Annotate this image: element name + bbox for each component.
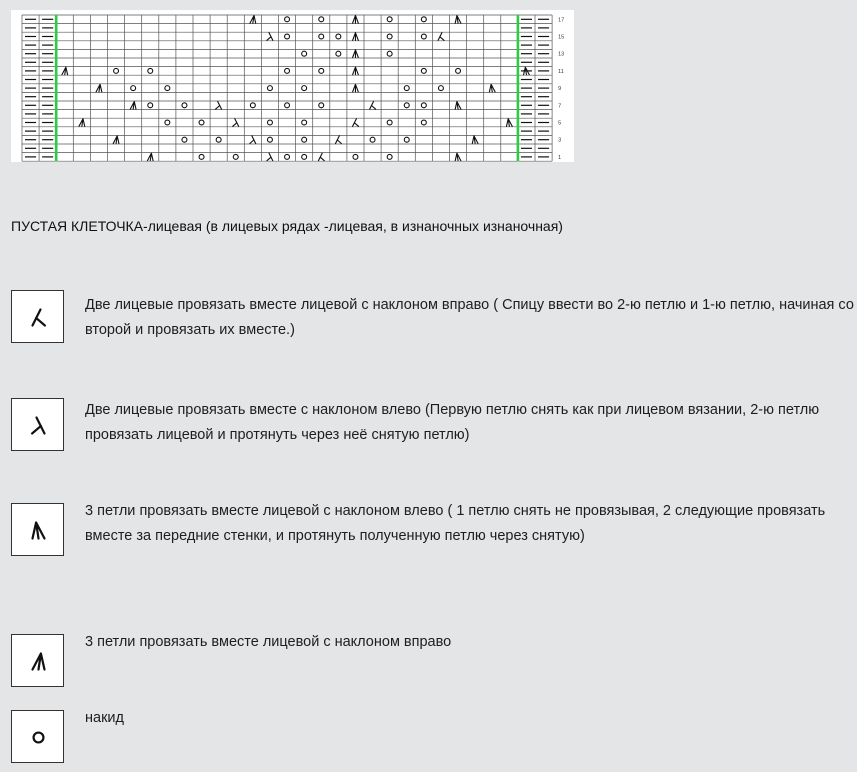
chart-symbol-yo bbox=[302, 120, 307, 125]
chart-symbol-yo bbox=[302, 137, 307, 142]
chart-symbol-k2l bbox=[267, 33, 273, 41]
chart-symbol-yo bbox=[302, 51, 307, 56]
k2tog-right-icon bbox=[11, 290, 64, 343]
row-number: 5 bbox=[558, 120, 562, 127]
knitting-chart bbox=[11, 10, 574, 162]
row-number: 15 bbox=[558, 34, 565, 41]
chart-grid bbox=[11, 10, 574, 162]
chart-symbol-yo bbox=[165, 86, 170, 91]
chart-symbol-yo bbox=[404, 103, 409, 108]
chart-symbol-yo bbox=[267, 120, 272, 125]
k2r-symbol bbox=[12, 291, 65, 344]
chart-symbol-yo bbox=[285, 34, 290, 39]
chart-symbol-k3r bbox=[79, 119, 85, 127]
chart-symbol-yo bbox=[421, 103, 426, 108]
chart-symbol-k2r bbox=[318, 153, 324, 161]
chart-symbol-yo bbox=[456, 68, 461, 73]
chart-symbol-yo bbox=[387, 34, 392, 39]
chart-symbol-k2l bbox=[233, 119, 239, 127]
chart-symbol-k3r bbox=[96, 84, 102, 92]
chart-symbol-yo bbox=[285, 103, 290, 108]
chart-symbol-yo bbox=[404, 137, 409, 142]
chart-symbol-yo bbox=[267, 137, 272, 142]
legend-text-k3tog-left: 3 петли провязать вместе лицевой с наклоном влево ( 1 петлю снять не провязывая, 2 следующие провязать вместе за передние стенки, и протянуть полученную петлю через снятую) bbox=[85, 503, 826, 544]
chart-symbol-yo bbox=[370, 137, 375, 142]
chart-symbol-k2l bbox=[250, 136, 256, 144]
chart-symbol-yo bbox=[302, 86, 307, 91]
chart-symbol-yo bbox=[387, 17, 392, 22]
legend-text-k2tog-right: Две лицевые провязать вместе лицевой с наклоном вправо ( Спицу ввести во 2-ю петлю и 1-ю петлю, начиная со второй и провязать их вместе.) bbox=[85, 297, 854, 338]
chart-symbol-yo bbox=[404, 86, 409, 91]
chart-symbol-k3l bbox=[455, 102, 461, 110]
chart-symbol-yo bbox=[199, 120, 204, 125]
chart-symbol-k2r bbox=[438, 33, 444, 41]
chart-symbol-yo bbox=[182, 103, 187, 108]
k3r-symbol bbox=[12, 635, 65, 688]
chart-symbol-k3l bbox=[455, 16, 461, 24]
yo-symbol bbox=[12, 711, 65, 764]
chart-symbol-k2l bbox=[216, 102, 222, 110]
legend-text-yarn-over: накид bbox=[85, 710, 124, 726]
chart-symbol-yo bbox=[421, 34, 426, 39]
chart-symbol-yo bbox=[182, 137, 187, 142]
chart-symbol-yo bbox=[336, 34, 341, 39]
chart-symbol-yo bbox=[387, 154, 392, 159]
yarn-over-icon bbox=[11, 710, 64, 763]
chart-symbol-yo bbox=[421, 68, 426, 73]
legend-text-k3tog-right: 3 петли провязать вместе лицевой с наклоном вправо bbox=[85, 634, 452, 650]
chart-symbol-k3l bbox=[489, 84, 495, 92]
row-number: 1 bbox=[558, 154, 562, 161]
chart-symbol-yo bbox=[285, 154, 290, 159]
empty-cell-note: ПУСТАЯ КЛЕТОЧКА-лицевая (в лицевых рядах -лицевая, в изнаночных изнаночная) bbox=[11, 218, 563, 234]
chart-symbol-yo bbox=[319, 17, 324, 22]
k3l-symbol bbox=[12, 504, 65, 557]
chart-symbol-yo bbox=[319, 68, 324, 73]
k3tog-right-icon bbox=[11, 634, 64, 687]
row-number: 17 bbox=[558, 17, 565, 24]
chart-symbol-yo bbox=[233, 154, 238, 159]
chart-symbol-k3r bbox=[113, 136, 119, 144]
chart-symbol-yo bbox=[148, 103, 153, 108]
chart-symbol-k3c bbox=[353, 50, 359, 58]
row-number: 9 bbox=[558, 86, 562, 93]
row-number: 13 bbox=[558, 51, 565, 58]
chart-symbol-k3c bbox=[353, 67, 359, 75]
chart-symbol-yo bbox=[438, 86, 443, 91]
chart-symbol-yo bbox=[216, 137, 221, 142]
chart-symbol-k3r bbox=[250, 16, 256, 24]
chart-symbol-yo bbox=[285, 68, 290, 73]
chart-symbol-yo bbox=[302, 154, 307, 159]
chart-symbol-yo bbox=[285, 17, 290, 22]
chart-symbol-k3l bbox=[455, 153, 461, 161]
k2tog-left-icon bbox=[11, 398, 64, 451]
chart-symbol-k3c bbox=[353, 33, 359, 41]
k2l-symbol bbox=[12, 399, 65, 452]
chart-symbol-yo bbox=[114, 68, 119, 73]
chart-symbol-yo bbox=[421, 120, 426, 125]
chart-symbol-k3r bbox=[62, 67, 68, 75]
chart-symbol-k3l bbox=[507, 119, 513, 127]
chart-symbol-k2r bbox=[353, 119, 359, 127]
row-number: 3 bbox=[558, 137, 562, 144]
row-number: 11 bbox=[558, 68, 564, 75]
chart-symbol-k3r bbox=[147, 153, 153, 161]
chart-symbol-yo bbox=[148, 68, 153, 73]
k3tog-left-icon bbox=[11, 503, 64, 556]
chart-symbol-yo bbox=[131, 86, 136, 91]
chart-symbol-k2r bbox=[370, 102, 376, 110]
chart-symbol-yo bbox=[421, 17, 426, 22]
chart-symbol-yo bbox=[319, 103, 324, 108]
chart-symbol-k2l bbox=[267, 153, 273, 161]
chart-symbol-yo bbox=[353, 154, 358, 159]
chart-symbol-k2r bbox=[336, 136, 342, 144]
chart-symbol-yo bbox=[336, 51, 341, 56]
chart-symbol-k3c bbox=[353, 16, 359, 24]
chart-symbol-yo bbox=[387, 51, 392, 56]
chart-symbol-k3c bbox=[353, 84, 359, 92]
row-number: 7 bbox=[558, 103, 562, 110]
chart-symbol-yo bbox=[267, 86, 272, 91]
chart-symbol-yo bbox=[199, 154, 204, 159]
legend-text-k2tog-left: Две лицевые провязать вместе с наклоном влево (Первую петлю снять как при лицевом вязании, 2-ю петлю провязать лицевой и протянуть через неё снятую петлю) bbox=[85, 402, 820, 443]
chart-symbol-k3l bbox=[472, 136, 478, 144]
chart-symbol-yo bbox=[165, 120, 170, 125]
chart-symbol-yo bbox=[319, 34, 324, 39]
chart-symbol-k3r bbox=[130, 102, 136, 110]
chart-symbol-yo bbox=[387, 120, 392, 125]
chart-symbol-yo bbox=[250, 103, 255, 108]
